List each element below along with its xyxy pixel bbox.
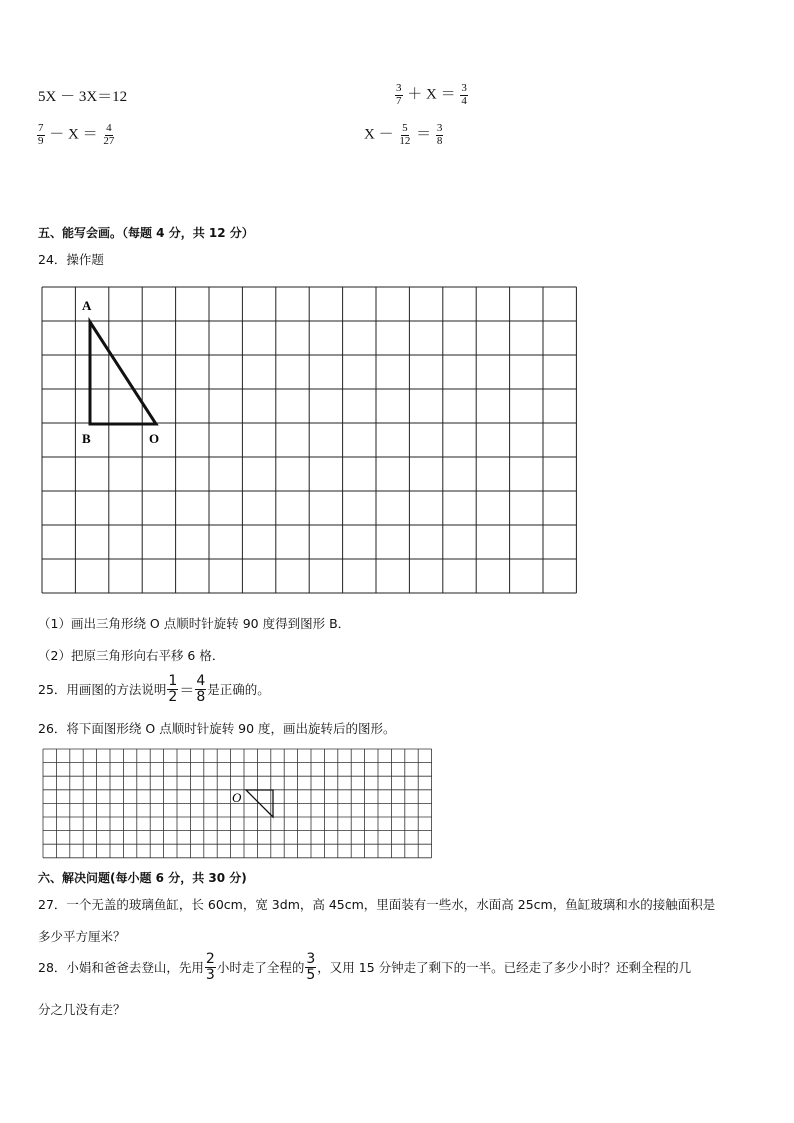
q28-post: ，又用 15 分钟走了剩下的一半。已经走了多少小时？还剩全程的几 xyxy=(317,960,692,976)
equation-4-mid: ＝ xyxy=(416,126,432,143)
fraction: $\frac{2}{3}$ xyxy=(205,951,215,983)
section-5-title: 五、能写会画。（每题 4 分，共 12 分） xyxy=(38,226,254,240)
label-a: A xyxy=(82,298,92,313)
equation-2-mid: ＋ X ＝ xyxy=(407,86,456,103)
section-6-title: 六、解决问题(每小题 6 分，共 30 分) xyxy=(38,871,247,885)
grid-lines xyxy=(42,287,576,593)
q25-eq: ＝ xyxy=(179,680,195,699)
fraction: $\frac{3}{4}$ xyxy=(461,82,467,107)
q28-line2: 分之几没有走？ xyxy=(38,1002,126,1017)
q26-text: 26．将下面图形绕 O 点顺时针旋转 90 度，画出旋转后的图形。 xyxy=(38,721,396,736)
q27-line2: 多少平方厘米？ xyxy=(38,929,126,944)
q24-sub2: （2）把原三角形向右平移 6 格． xyxy=(38,648,225,663)
fraction: $\frac{5}{12}$ xyxy=(399,122,411,147)
fraction: $\frac{1}{2}$ xyxy=(168,673,178,705)
fraction: $\frac{7}{9}$ xyxy=(38,122,44,147)
triangle-abo xyxy=(90,322,156,424)
q24-title: 24．操作题 xyxy=(38,252,104,267)
equation-1-text: 5X － 3X＝12 xyxy=(38,89,128,105)
q27-line1: 27．一个无盖的玻璃鱼缸，长 60cm，宽 3dm，高 45cm，里面装有一些水，水面高 25cm，鱼缸玻璃和水的接触面积是 xyxy=(38,897,716,912)
q25 xyxy=(38,674,270,704)
q24-sub1: （1）画出三角形绕 O 点顺时针旋转 90 度得到图形 B． xyxy=(38,616,351,631)
q28-mid: 小时走了全程的 xyxy=(216,960,305,976)
q26-label-o: O xyxy=(232,790,242,805)
q25-post: 是正确的。 xyxy=(207,682,270,698)
label-b: B xyxy=(82,431,91,446)
q28-pre: 28．小娟和爸爸去登山，先用 xyxy=(38,960,204,976)
q28-line1 xyxy=(38,952,691,982)
label-o: O xyxy=(149,431,160,446)
fraction: $\frac{4}{27}$ xyxy=(103,122,115,147)
equation-4-pre: X － xyxy=(364,126,394,143)
q25-pre: 25．用画图的方法说明 xyxy=(38,682,167,698)
fraction: $\frac{3}{7}$ xyxy=(396,82,402,107)
equation-3-mid: － X ＝ xyxy=(49,126,98,143)
fraction: $\frac{3}{8}$ xyxy=(436,122,443,147)
fraction: $\frac{3}{5}$ xyxy=(306,951,316,983)
fraction: $\frac{4}{8}$ xyxy=(196,673,206,705)
